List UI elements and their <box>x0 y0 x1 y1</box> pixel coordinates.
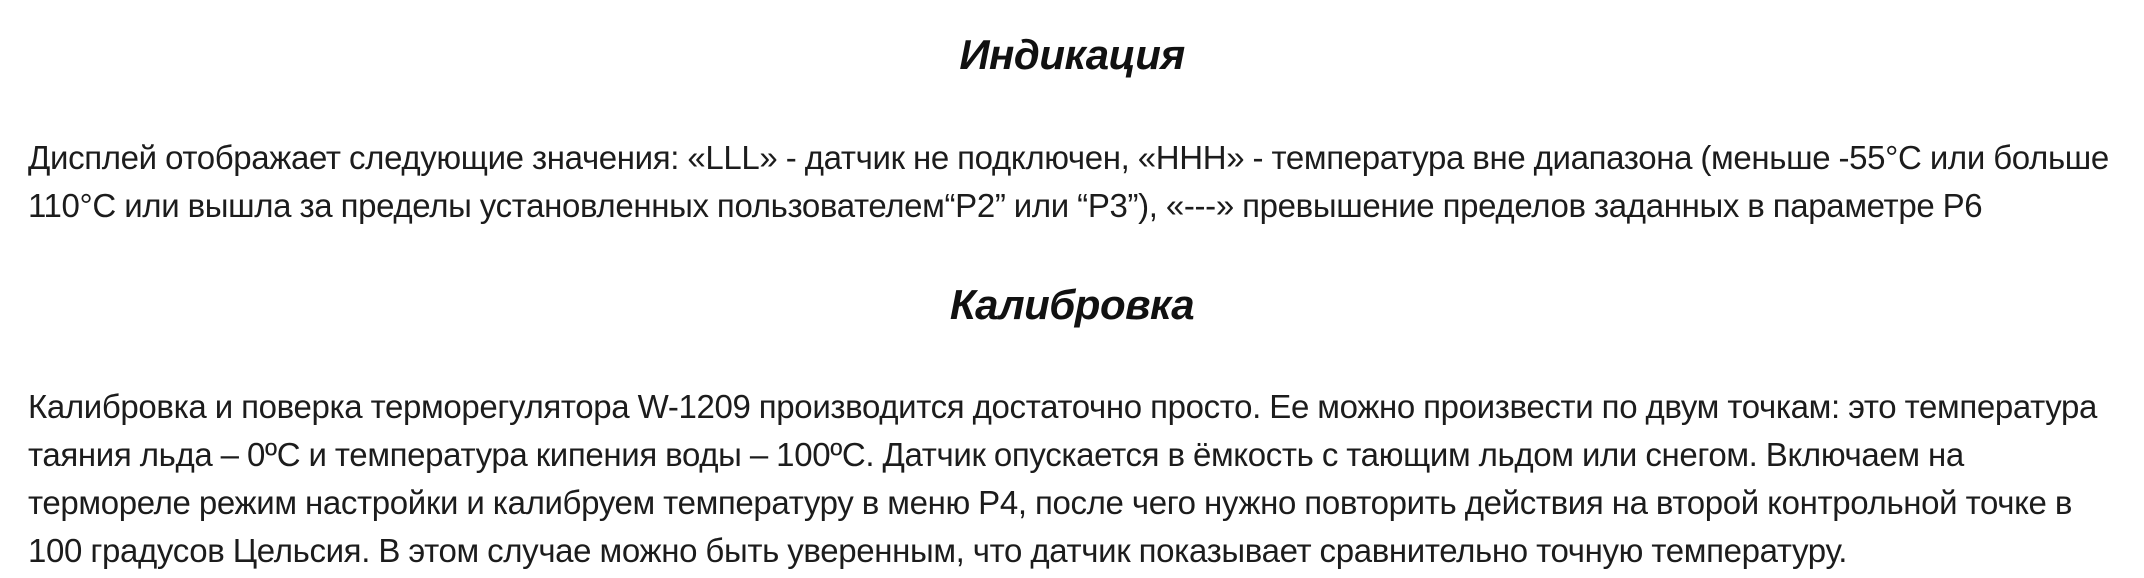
indication-paragraph: Дисплей отображает следующие значения: «LLL» - датчик не подключен, «HHH» - температура вне диапазона (меньше -55°С или больше 110°С или вышла за пределы установленных пользователем“Р2” или “Р3”), «---» превышение пределов заданных в параметре Р6 <box>28 139 2109 224</box>
calibration-paragraph: Калибровка и поверка терморегулятора W-1209 производится достаточно просто. Ее можно произвести по двум точкам: это температура таяния льда – 0ºС и температура кипения воды – 100ºС. Датчик опускается в ёмкость с тающим льдом или снегом. Включаем на термореле режим настройки и калибруем температуру в меню Р4, после чего нужно повторить действия на второй контрольной точке в 100 градусов Цельсия. В этом случае можно быть уверенным, что датчик показывает сравнительно точную температуру. <box>28 388 2098 569</box>
section-heading-calibration: Калибровка <box>949 281 1195 328</box>
section-heading-indication: Индикация <box>959 31 1185 78</box>
